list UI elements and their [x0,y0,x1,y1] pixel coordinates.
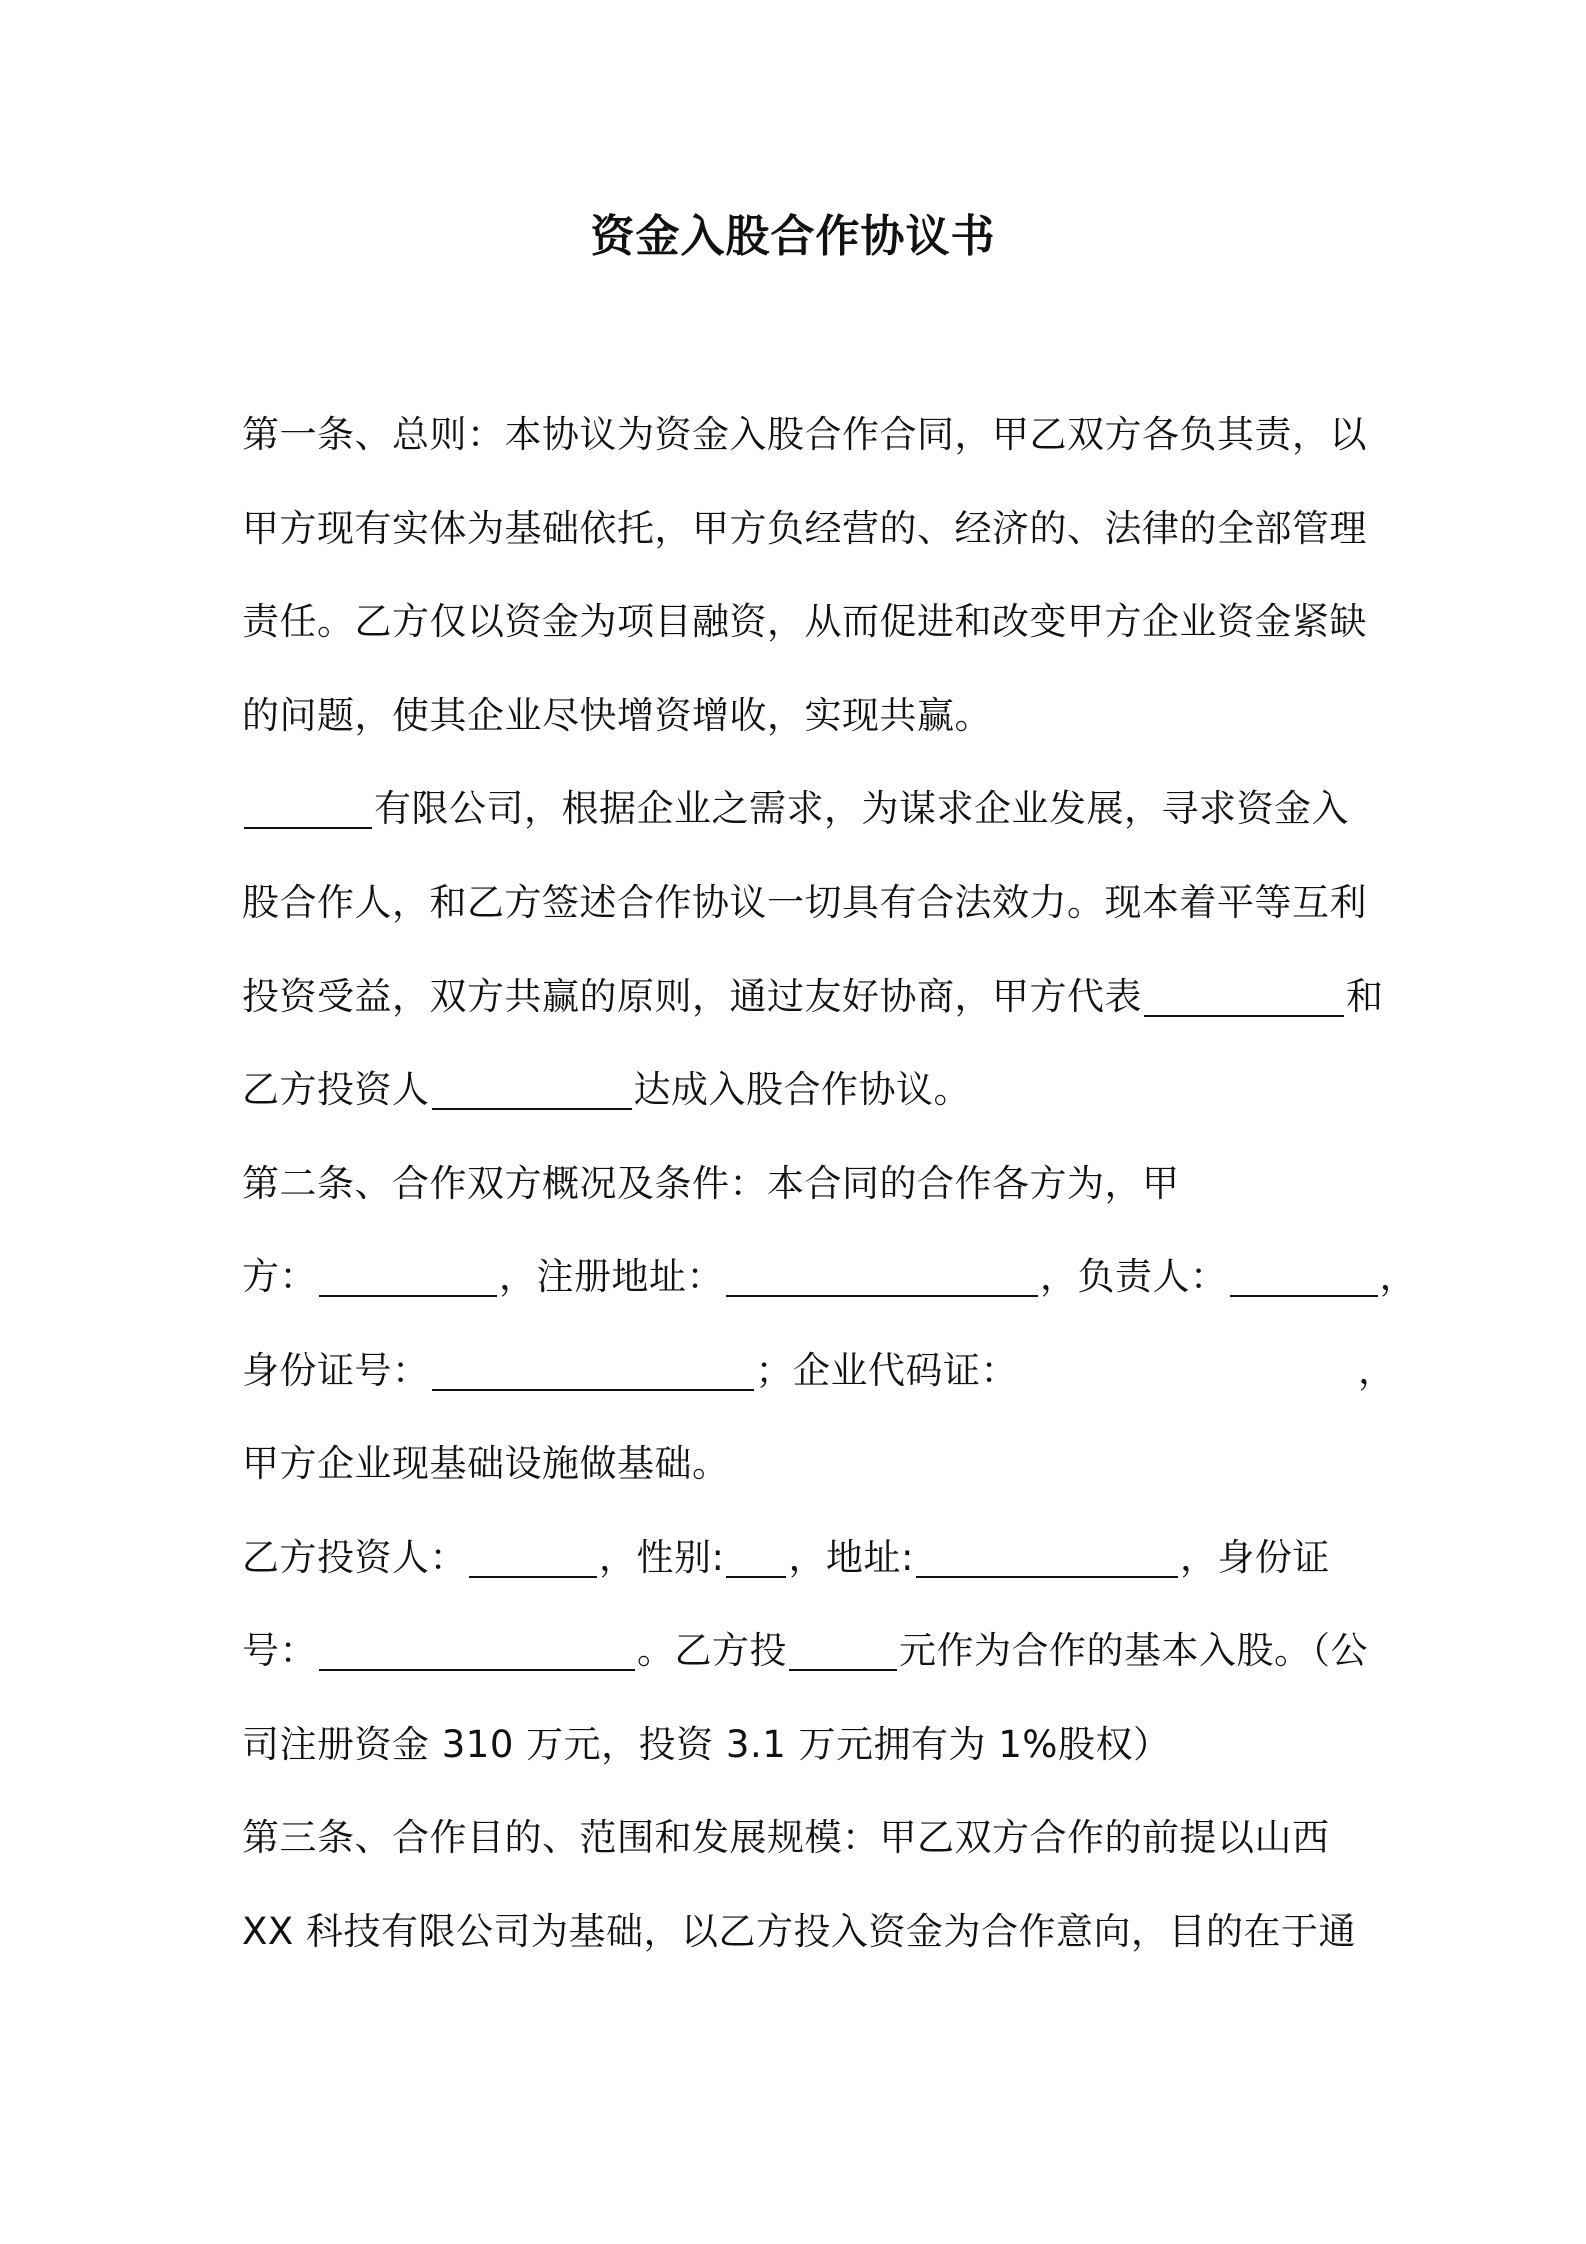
text: 第三条、合作目的、范围和发展规模：甲乙双方合作的前提以山西 [242,1816,1330,1859]
text: 的问题，使其企业尽快增资增收，实现共赢。 [242,694,992,737]
paragraph-line [242,872,1367,926]
text: ，地址: [788,1536,914,1579]
investor-name-blank [469,1536,597,1578]
text: 司注册资金 310 万元，投资 3.1 万元拥有为 1%股权） [242,1723,1171,1766]
text: 方： [242,1255,317,1298]
company-name-blank [244,787,372,829]
text: 元作为合作的基本入股。（公 [899,1629,1368,1672]
id-number-blank [432,1349,754,1391]
party-b-investor-blank [432,1068,632,1110]
text: 股合作人，和乙方签述合作协议一切具有合法效力。现本着平等互利 [242,881,1367,924]
paragraph-line [242,1620,1368,1674]
text: 达成入股合作协议。 [633,1068,971,1111]
text: 乙方投资人： [242,1536,467,1579]
paragraph-line [242,966,1384,1020]
paragraph-line [242,1153,1180,1207]
text: ，负责人： [1040,1255,1228,1298]
text: ；企业代码证： [755,1349,1018,1392]
text: 投资受益，双方共赢的原则，通过友好协商，甲方代表 [242,975,1142,1018]
text: 。乙方投 [637,1629,787,1672]
paragraph-line [242,1714,1170,1768]
paragraph-line [242,1433,730,1487]
text: ，性别: [599,1536,725,1579]
text: 甲方企业现基础设施做基础。 [242,1442,730,1485]
party-a-representative-blank [1144,975,1344,1017]
paragraph-line [242,1340,1396,1394]
text: 责任。乙方仅以资金为项目融资，从而促进和改变甲方企业资金紧缺 [242,600,1367,643]
paragraph-line [242,685,992,739]
address-blank [916,1536,1178,1578]
text: XX 科技有限公司为基础，以乙方投入资金为合作意向，目的在于通 [242,1910,1356,1953]
text: ，注册地址： [499,1255,724,1298]
text: 有限公司，根据企业之需求，为谋求企业发展，寻求资金入 [374,787,1349,830]
text: 号： [242,1629,317,1672]
text: 和 [1346,975,1384,1018]
document-title: 资金入股合作协议书 [590,211,996,262]
paragraph-line [242,1901,1356,1955]
paragraph-line [242,1527,1330,1581]
responsible-person-blank [1230,1255,1378,1297]
gender-blank [726,1536,786,1578]
registered-address-blank [726,1255,1038,1297]
text: 甲方现有实体为基础依托，甲方负经营的、经济的、法律的全部管理 [242,507,1367,550]
text: ， [1379,1255,1417,1298]
party-a-name-blank [319,1255,497,1297]
text: 第一条、总则：本协议为资金入股合作合同，甲乙双方各负其责，以 [242,413,1367,456]
paragraph-line [242,1807,1330,1861]
paragraph-line [242,1059,971,1113]
investor-id-blank [319,1629,635,1671]
text: 身份证号： [242,1349,430,1392]
paragraph-line [242,1246,1417,1300]
text: 乙方投资人 [242,1068,430,1111]
paragraph-line [242,404,1367,458]
paragraph-line [242,591,1367,645]
paragraph-line [242,778,1349,832]
text: ， [1358,1349,1396,1392]
text: 第二条、合作双方概况及条件：本合同的合作各方为，甲 [242,1162,1180,1205]
paragraph-line [242,498,1367,552]
investment-amount-blank [789,1629,897,1671]
text: ，身份证 [1179,1536,1330,1579]
